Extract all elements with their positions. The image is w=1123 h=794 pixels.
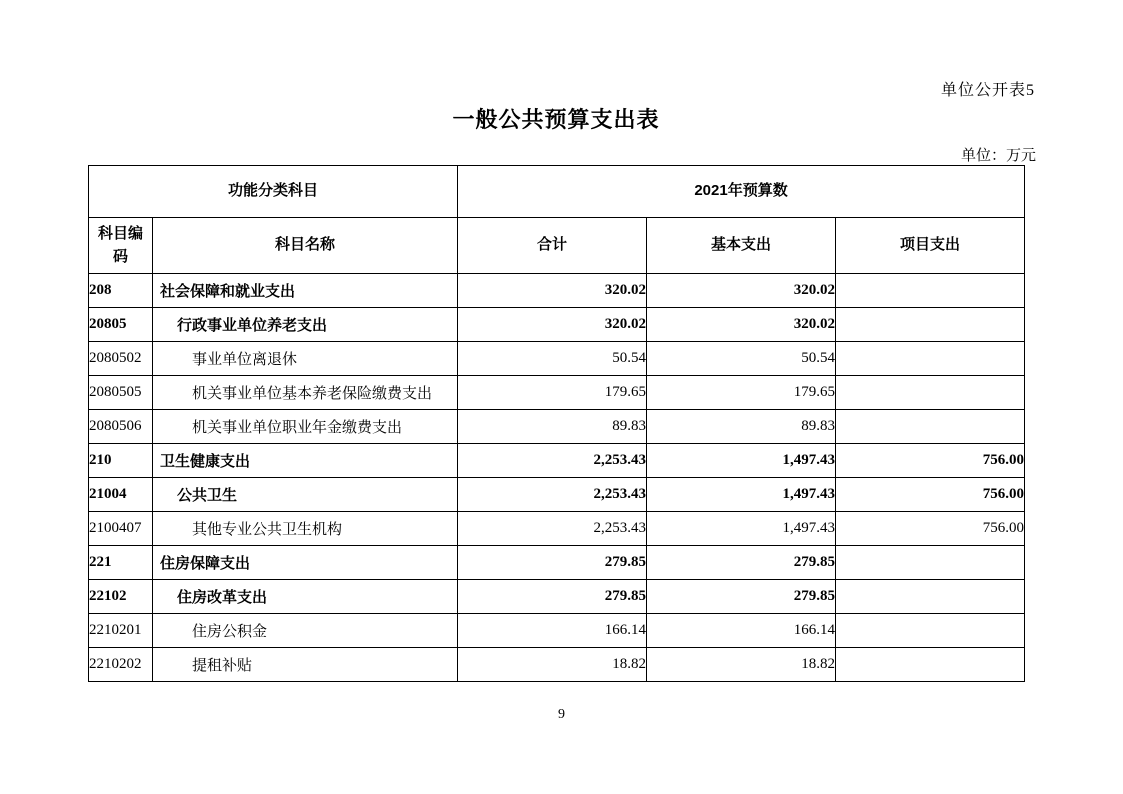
row-project <box>836 546 1025 580</box>
row-code: 2100407 <box>89 512 153 546</box>
row-project <box>836 614 1025 648</box>
header-2021-budget: 2021年预算数 <box>458 166 1025 218</box>
row-project <box>836 580 1025 614</box>
row-name: 卫生健康支出 <box>153 444 458 478</box>
header-columns-row <box>89 218 1025 274</box>
header-functional-classification: 功能分类科目 <box>89 166 458 218</box>
header-total: 合计 <box>458 218 647 274</box>
row-name: 提租补贴 <box>153 648 458 682</box>
table-row <box>89 308 1025 342</box>
table-row <box>89 580 1025 614</box>
row-name: 其他专业公共卫生机构 <box>153 512 458 546</box>
header-subject-name: 科目名称 <box>153 218 458 274</box>
budget-table <box>88 165 1025 682</box>
row-total: 18.82 <box>458 648 647 682</box>
row-name: 行政事业单位养老支出 <box>153 308 458 342</box>
table-row <box>89 376 1025 410</box>
row-name: 机关事业单位基本养老保险缴费支出 <box>153 376 458 410</box>
row-basic: 320.02 <box>647 274 836 308</box>
row-project <box>836 648 1025 682</box>
row-basic: 166.14 <box>647 614 836 648</box>
row-project <box>836 274 1025 308</box>
row-basic: 1,497.43 <box>647 478 836 512</box>
row-project: 756.00 <box>836 444 1025 478</box>
row-basic: 279.85 <box>647 580 836 614</box>
row-total: 279.85 <box>458 546 647 580</box>
row-code: 2080506 <box>89 410 153 444</box>
row-name: 事业单位离退休 <box>153 342 458 376</box>
row-basic: 279.85 <box>647 546 836 580</box>
table-row <box>89 648 1025 682</box>
row-total: 89.83 <box>458 410 647 444</box>
row-code: 20805 <box>89 308 153 342</box>
table-row <box>89 512 1025 546</box>
row-total: 166.14 <box>458 614 647 648</box>
table-row <box>89 478 1025 512</box>
row-total: 320.02 <box>458 274 647 308</box>
table-row <box>89 614 1025 648</box>
row-code: 2080502 <box>89 342 153 376</box>
row-basic: 320.02 <box>647 308 836 342</box>
table-row <box>89 410 1025 444</box>
page-title: 一般公共预算支出表 <box>452 107 660 132</box>
table-row <box>89 342 1025 376</box>
table-row <box>89 444 1025 478</box>
table-body <box>89 274 1025 682</box>
row-project <box>836 376 1025 410</box>
header-subject-code: 科目编码 <box>89 218 153 274</box>
row-name: 住房保障支出 <box>153 546 458 580</box>
doc-label: 单位公开表5 <box>940 82 1035 99</box>
row-basic: 1,497.43 <box>647 512 836 546</box>
row-code: 2210201 <box>89 614 153 648</box>
table-header <box>89 166 1025 274</box>
row-code: 2210202 <box>89 648 153 682</box>
header-group-row <box>89 166 1025 218</box>
row-code: 208 <box>89 274 153 308</box>
row-project <box>836 410 1025 444</box>
header-project-expenditure: 项目支出 <box>836 218 1025 274</box>
row-total: 50.54 <box>458 342 647 376</box>
row-total: 2,253.43 <box>458 444 647 478</box>
row-total: 320.02 <box>458 308 647 342</box>
row-total: 279.85 <box>458 580 647 614</box>
row-project <box>836 342 1025 376</box>
row-name: 公共卫生 <box>153 478 458 512</box>
row-code: 210 <box>89 444 153 478</box>
row-basic: 50.54 <box>647 342 836 376</box>
table-row <box>89 274 1025 308</box>
row-name: 机关事业单位职业年金缴费支出 <box>153 410 458 444</box>
row-basic: 179.65 <box>647 376 836 410</box>
row-basic: 1,497.43 <box>647 444 836 478</box>
header-basic-expenditure: 基本支出 <box>647 218 836 274</box>
row-name: 住房改革支出 <box>153 580 458 614</box>
unit-note: 单位：万元 <box>960 148 1036 164</box>
row-name: 社会保障和就业支出 <box>153 274 458 308</box>
row-project: 756.00 <box>836 512 1025 546</box>
row-code: 221 <box>89 546 153 580</box>
row-project <box>836 308 1025 342</box>
table-row <box>89 546 1025 580</box>
row-total: 2,253.43 <box>458 512 647 546</box>
row-total: 179.65 <box>458 376 647 410</box>
row-total: 2,253.43 <box>458 478 647 512</box>
row-code: 21004 <box>89 478 153 512</box>
page-number: 9 <box>558 707 565 722</box>
row-code: 2080505 <box>89 376 153 410</box>
row-code: 22102 <box>89 580 153 614</box>
row-basic: 89.83 <box>647 410 836 444</box>
row-project: 756.00 <box>836 478 1025 512</box>
row-basic: 18.82 <box>647 648 836 682</box>
row-name: 住房公积金 <box>153 614 458 648</box>
